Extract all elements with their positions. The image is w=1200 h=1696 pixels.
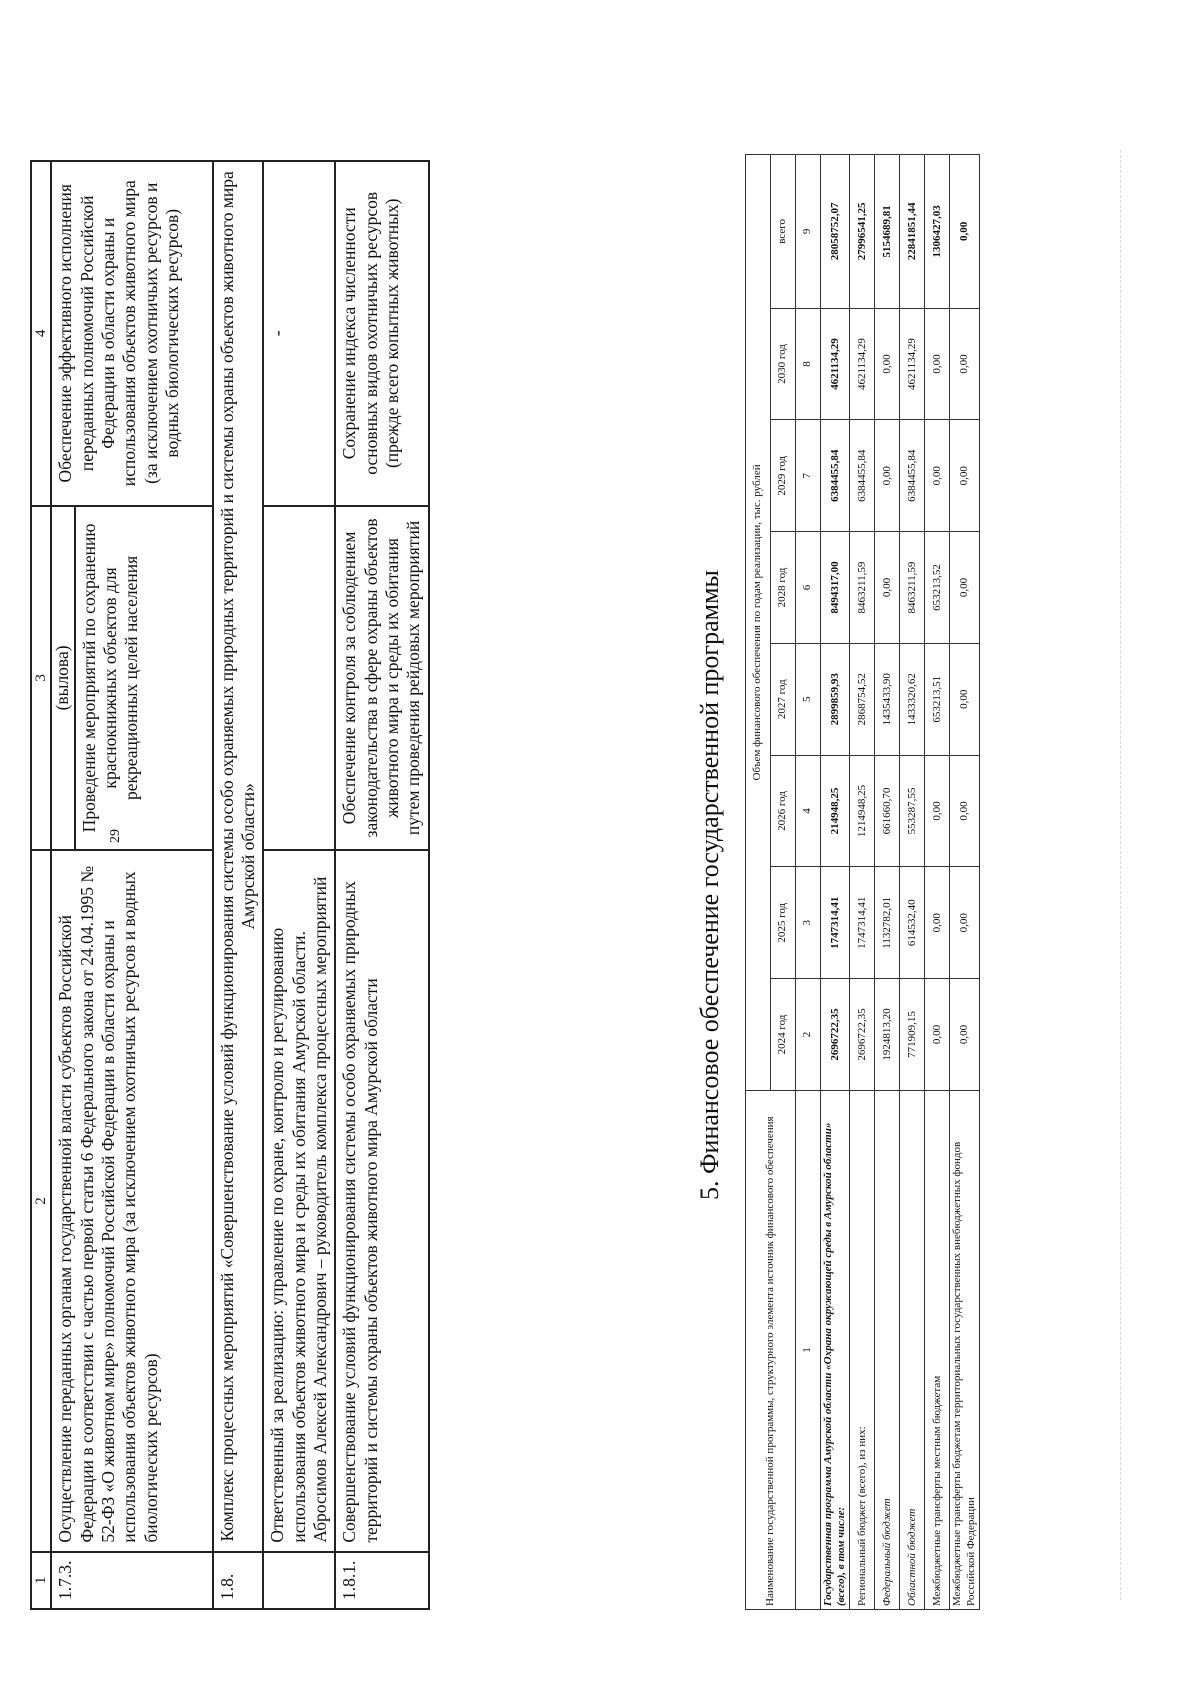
row-number: 1.8. (213, 1552, 264, 1609)
fin-cell-value: 0,00 (950, 420, 979, 532)
col-number: 4 (796, 755, 821, 867)
fin-row-name: Региональный бюджет (всего), из них: (850, 1090, 875, 1609)
fin-cell-value: 0,00 (925, 308, 950, 420)
page-number: 29 (108, 829, 123, 843)
year-header-total: всего (771, 155, 796, 309)
fin-cell-value: 0,00 (925, 755, 950, 867)
fin-cell-value: 0,00 (875, 420, 900, 532)
year-header: 2028 год (771, 532, 796, 644)
fin-cell-value: 8463211,59 (900, 532, 925, 644)
fin-cell-value: 8494317,00 (821, 532, 850, 644)
fin-cell-value: 2696722,35 (850, 979, 875, 1091)
fin-body (821, 155, 980, 1610)
col-number: 5 (796, 643, 821, 755)
row-col4: Сохранение индекса численности основных видов охотничьих ресурсов (прежде всего копытных животных) (335, 161, 428, 506)
fin-cell-value: 4621134,29 (850, 308, 875, 420)
fin-cell-value: 0,00 (950, 308, 979, 420)
fin-head-name: Наименование государственной программы, структурного элемента источник финансового обеспечения (746, 1090, 796, 1609)
fin-cell-value: 0,00 (925, 867, 950, 979)
fin-cell-value: 0,00 (875, 308, 900, 420)
fin-cell-value: 6384455,84 (900, 420, 925, 532)
fin-cell-value: 2868754,52 (850, 643, 875, 755)
fin-row-name: Областной бюджет (900, 1090, 925, 1609)
col-number: 3 (796, 867, 821, 979)
table-row (213, 161, 264, 1609)
fin-cell-value: 6384455,84 (821, 420, 850, 532)
fin-cell-value: 214948,25 (821, 755, 850, 867)
fin-cell-value: 0,00 (925, 420, 950, 532)
row-number: 1.7.3. (51, 1552, 212, 1609)
fin-cell-value: 1747314,41 (821, 867, 850, 979)
fin-head-group: Объем финансового обеспечения по годам реализации, тыс. рублей (746, 155, 771, 1091)
complex-title: Комплекс процессных мероприятий «Совершенствование условий функционирования системы особо охраняемых природных территорий и системы охраны объектов животного мира Амурской области» (213, 161, 264, 1552)
header-col-3: 3 (31, 506, 51, 851)
table-row (335, 161, 428, 1609)
header-col-1: 1 (31, 1552, 51, 1609)
table-row (950, 155, 979, 1610)
fin-cell-value: 0,00 (950, 155, 979, 309)
fin-cell-value: 1214948,25 (850, 755, 875, 867)
financing-table (745, 154, 980, 1610)
fin-cell-value: 0,00 (925, 979, 950, 1091)
measures-table (30, 160, 430, 1610)
fin-row-name: Межбюджетные трансферты местным бюджетам (925, 1090, 950, 1609)
row-col3: Проведение мероприятий по сохранению краснокнижных объектов для рекреационных целей населения (75, 506, 213, 851)
fin-cell-value: 4621134,29 (900, 308, 925, 420)
fin-cell-value: 27996541,25 (850, 155, 875, 309)
fin-cell-value: 5154689,81 (875, 155, 900, 309)
col-number: 6 (796, 532, 821, 644)
fin-cell-value: 4621134,29 (821, 308, 850, 420)
fin-cell-value: 771909,15 (900, 979, 925, 1091)
year-header: 2030 год (771, 308, 796, 420)
table-row (821, 155, 850, 1610)
col-number: 1 (796, 1090, 821, 1609)
fin-cell-value: 653213,51 (925, 643, 950, 755)
col-number: 7 (796, 420, 821, 532)
fin-cell-value: 0,00 (875, 532, 900, 644)
scan-artifact-line (1120, 150, 1122, 1600)
table-row (900, 155, 925, 1610)
row-number (263, 1552, 335, 1609)
row-col2: Осуществление переданных органам государственной власти субъектов Российской Федерации в соответствии с частью первой статьи 6 Федерального закона от 24.04.1995 № 52-ФЗ «О животном мире» полномочий Российской Федерации в области охраны и использования объектов животного мира (за исключением охотничьих ресурсов и водных биологических ресурсов) (51, 850, 212, 1551)
col-number: 8 (796, 308, 821, 420)
fin-cell-value: 6384455,84 (850, 420, 875, 532)
fin-cell-value: 1306427,03 (925, 155, 950, 309)
fin-cell-value: 661660,70 (875, 755, 900, 867)
fin-cell-value: 2899859,93 (821, 643, 850, 755)
row-col4: - (263, 161, 335, 506)
year-header: 2024 год (771, 979, 796, 1091)
fin-cell-value: 0,00 (950, 643, 979, 755)
rotated-page-content (0, 60, 1010, 1620)
table-row (875, 155, 900, 1610)
fin-cell-value: 2696722,35 (821, 979, 850, 1091)
responsible-text: Ответственный за реализацию: управление по охране, контролю и регулированию использования объектов животного мира и среды их обитания Амурской области. Абросимов Алексей Александрович – руководитель комплекса процессных мероприятий (263, 850, 335, 1551)
fin-cell-value: 28058752,07 (821, 155, 850, 309)
fin-cell-value: 1433320,62 (900, 643, 925, 755)
fin-header-row (746, 155, 771, 1610)
table-header-row (31, 161, 51, 1609)
row-col3: Обеспечение контроля за соблюдением законодательства в сфере охраны объектов животного мира и среды их обитания путем проведения рейдовых мероприятий (335, 506, 428, 851)
fin-cell-value: 1924813,20 (875, 979, 900, 1091)
col-number: 9 (796, 155, 821, 309)
year-header: 2025 год (771, 867, 796, 979)
fin-row-name: Государственная программа Амурской области «Охрана окружающей среды в Амурской области» (всего), в том числе: (821, 1090, 850, 1609)
fin-cell-value: 0,00 (950, 532, 979, 644)
row-number: 1.8.1. (335, 1552, 428, 1609)
fin-cell-value: 1435433,90 (875, 643, 900, 755)
header-col-2: 2 (31, 850, 51, 1551)
fin-cell-value: 0,00 (950, 979, 979, 1091)
fin-row-name: Федеральный бюджет (875, 1090, 900, 1609)
fin-cell-value: 1132782,01 (875, 867, 900, 979)
fin-cell-value: 0,00 (950, 755, 979, 867)
fin-cell-value: 614532,40 (900, 867, 925, 979)
header-col-4: 4 (31, 161, 51, 506)
table-row (51, 161, 74, 1609)
fin-cell-value: 8463211,59 (850, 532, 875, 644)
year-header: 2026 год (771, 755, 796, 867)
year-header: 2027 год (771, 643, 796, 755)
fin-cell-value: 1747314,41 (850, 867, 875, 979)
fin-cell-value: 553287,55 (900, 755, 925, 867)
row-col3 (263, 506, 335, 851)
row-col4: Обеспечение эффективного исполнения переданных полномочий Российской Федерации в области охраны и использования объектов животного мира (за исключением охотничьих ресурсов и водных биологических ресурсов) (51, 161, 212, 506)
fin-colnum-row (796, 155, 821, 1610)
fin-cell-value: 653213,52 (925, 532, 950, 644)
continuation-text: (вылова) (51, 506, 74, 851)
col-number: 2 (796, 979, 821, 1091)
table-row (850, 155, 875, 1610)
fin-row-name: Межбюджетные трансферты бюджетам территориальных государственных внебюджетных фондов Российской Федерации (950, 1090, 979, 1609)
year-header: 2029 год (771, 420, 796, 532)
table-row (925, 155, 950, 1610)
section-title: 5. Финансовое обеспечение государственной программы (695, 569, 724, 1201)
table-row (263, 161, 335, 1609)
row-col2: Совершенствование условий функционирования системы особо охраняемых природных территорий и системы охраны объектов животного мира Амурской области (335, 850, 428, 1551)
fin-cell-value: 0,00 (950, 867, 979, 979)
fin-cell-value: 22841851,44 (900, 155, 925, 309)
